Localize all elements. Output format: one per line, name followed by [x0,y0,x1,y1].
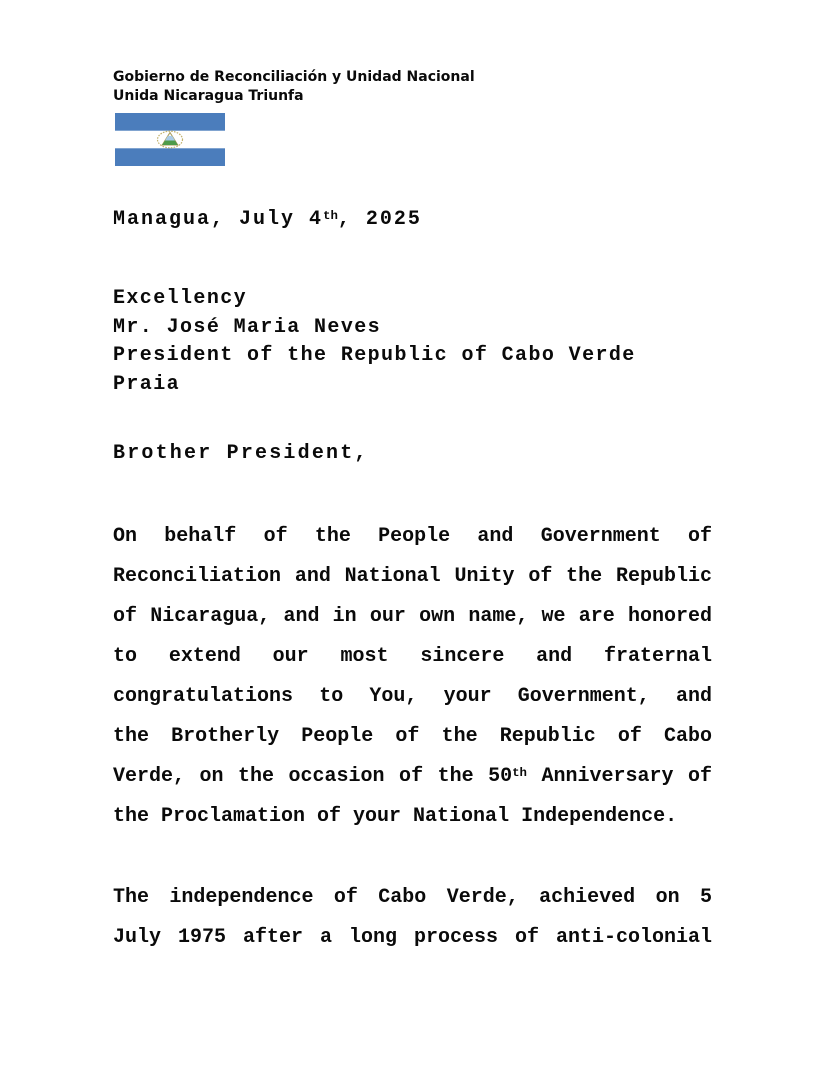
letter-line: Praia [113,372,181,396]
nicaragua-flag [115,113,225,166]
recipient-block [113,285,636,399]
letter-line: On behalf of the People and Government of [113,525,712,548]
superscript: th [512,765,527,780]
letterhead [113,68,475,106]
letter-line: Verde, on the occasion of the 50th Anniversary of [113,765,713,788]
letter-line: Excellency [113,287,248,310]
letter-line: of Nicaragua, and in our own name, we are honored [113,605,712,628]
letter-line: congratulations to You, your Government, and [113,685,712,708]
salutation: Brother President, [113,442,369,465]
letter-line: the Proclamation of your National Independence. [113,805,678,828]
letterhead-subtitle: Unida Nicaragua Triunfa [113,88,304,104]
letterhead-title: Gobierno de Reconciliación y Unidad Nacional [113,69,475,85]
letter-line: the Brotherly People of the Republic of Cabo [113,725,712,748]
paragraph-1 [113,517,712,837]
letter-line: President of the Republic of Cabo Verde [113,344,636,367]
letter-line: Mr. José Maria Neves [113,315,382,339]
letter-line: The independence of Cabo Verde, achieved on 5 [113,886,712,909]
letter-line: July 1975 after a long process of anti-colonial [113,926,712,949]
letter-line: to extend our most sincere and fraternal [113,645,712,668]
nicaragua-flag-icon [115,113,225,166]
paragraph-2 [113,878,712,958]
letter-line: Reconciliation and National Unity of the Republic [113,565,712,588]
superscript: th [323,208,338,223]
date-line: Managua, July 4th, 2025 [113,208,422,231]
